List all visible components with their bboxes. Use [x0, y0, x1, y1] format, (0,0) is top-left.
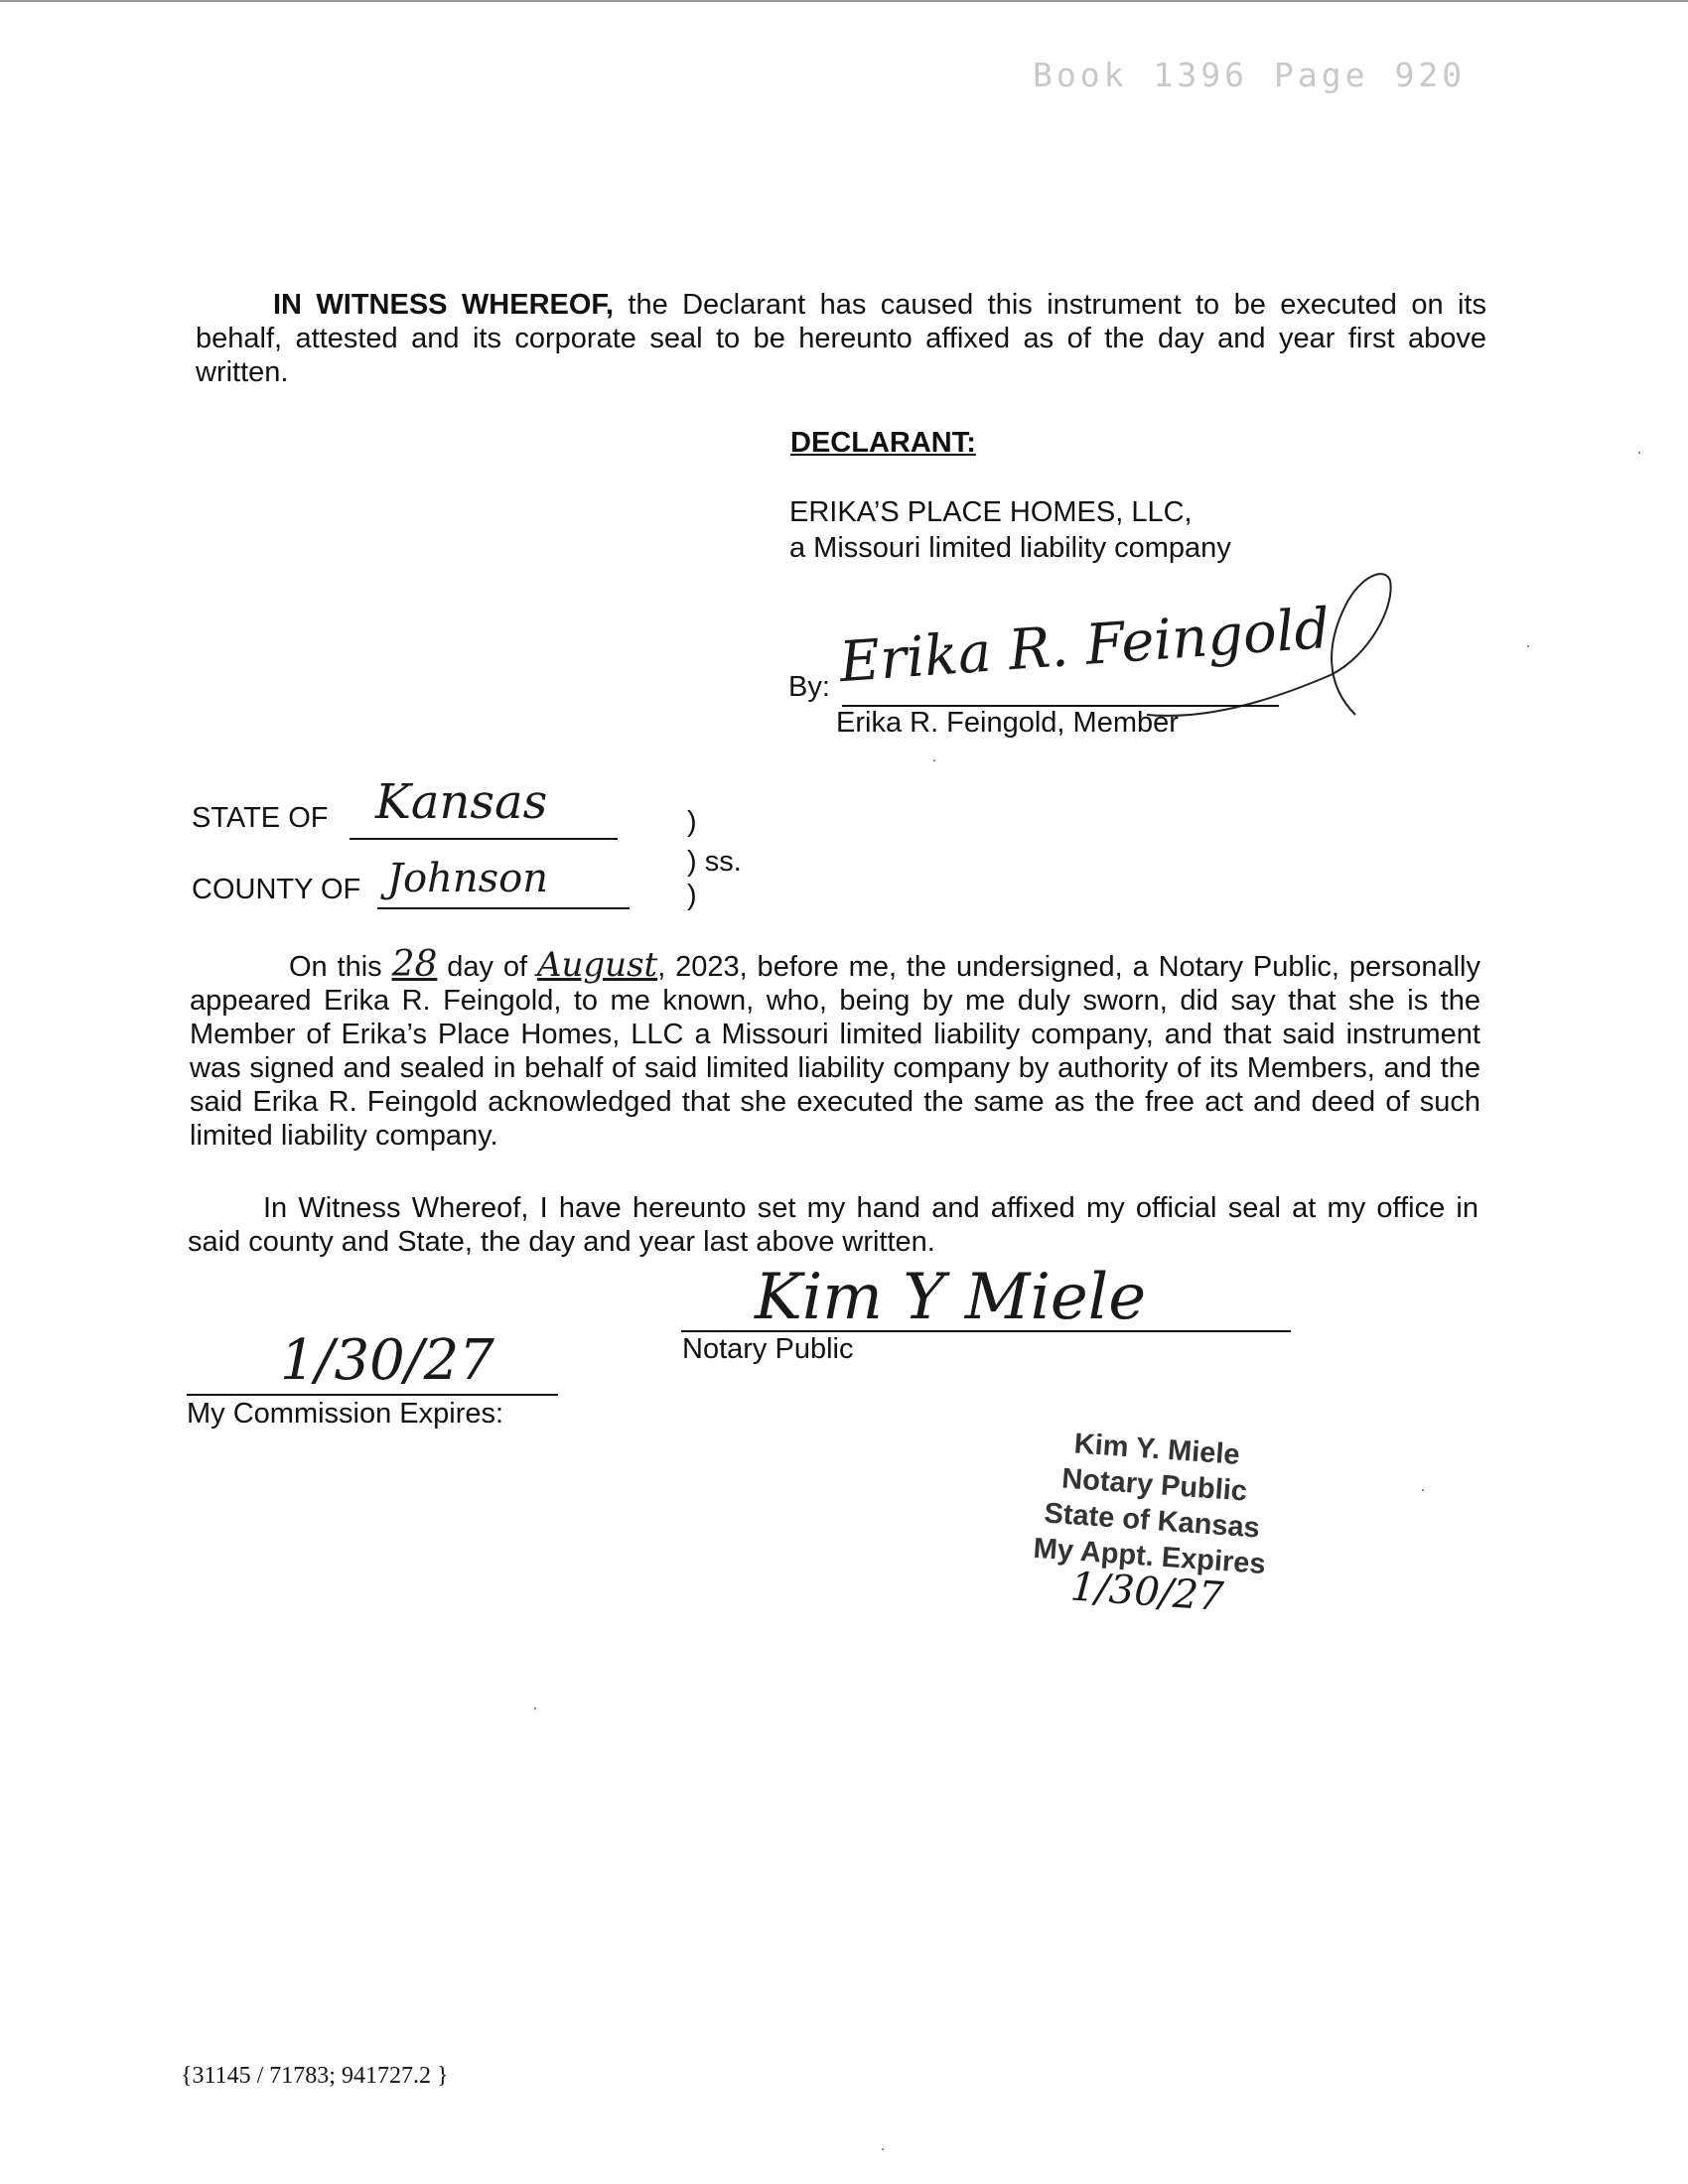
venue-ss: ) ss. — [687, 846, 742, 878]
notary-witness-clause — [188, 1191, 1478, 1259]
company-description: a Missouri limited liability company — [789, 532, 1231, 564]
ack-day-value: 28 — [391, 944, 438, 985]
county-label: COUNTY OF — [192, 874, 361, 905]
scan-speck — [1527, 645, 1529, 647]
witness-clause — [196, 288, 1486, 389]
page-number: 920 — [1394, 56, 1467, 94]
signer-title: Erika R. Feingold, Member — [836, 707, 1179, 739]
book-number: 1396 — [1153, 56, 1248, 94]
by-label: By: — [788, 671, 830, 703]
company-name: ERIKA’S PLACE HOMES, LLC, — [789, 496, 1193, 528]
scan-speck — [534, 1707, 536, 1709]
page-label: Page — [1273, 56, 1369, 94]
declarant-heading: DECLARANT: — [790, 427, 976, 459]
declarant-signature-flourish — [1142, 566, 1410, 735]
scan-speck — [933, 759, 935, 761]
stamp-name: Kim Y. Miele — [1072, 1428, 1241, 1471]
state-line — [350, 838, 618, 840]
notary-public-label: Notary Public — [682, 1333, 854, 1365]
scan-speck — [882, 2148, 884, 2150]
declarant-signature: Erika R. Feingold — [837, 596, 1333, 696]
document-id: {31145 / 71783; 941727.2 } — [181, 2063, 449, 2089]
stamp-title: Notary Public — [1060, 1462, 1249, 1508]
scan-speck — [1638, 452, 1640, 454]
notary-stamp — [997, 1422, 1307, 1624]
ack-month-value: August — [536, 945, 658, 985]
declarant-company — [789, 494, 1231, 566]
stamp-expires-value: 1/30/27 — [1068, 1564, 1225, 1621]
witness-clause-lead: IN WITNESS WHEREOF, — [273, 289, 614, 321]
commission-date: 1/30/27 — [280, 1328, 494, 1393]
commission-label: My Commission Expires: — [187, 1398, 504, 1430]
notary-witness-text: In Witness Whereof, I have hereunto set my hand and affixed my official seal at my office in said county and State, the day and year last above written. — [188, 1192, 1478, 1258]
stamp-expires-label: My Appt. Expires — [1032, 1532, 1267, 1581]
ack-text: , 2023, before me, the undersigned, a Notary Public, personally appeared Erika R. Feingold, to me known, who, being by me duly sworn, did say that she is the Member of Erika’s Place Homes, LLC a Missouri limited liability company, and that said instrument was signed and sealed in behalf of said limited liability company by authority of its Members, and the said Erika R. Feingold acknowledged that she executed the same as the free act and deed of such limited liability company. — [190, 951, 1481, 1152]
acknowledgment-paragraph — [190, 944, 1481, 1153]
notary-signature-line — [681, 1330, 1291, 1332]
book-label: Book — [1033, 56, 1128, 94]
witness-clause-text: the Declarant has caused this instrument to be executed on its behalf, attested and its corporate seal to be hereunto affixed as of the day and year first above written. — [196, 289, 1486, 388]
ack-day-of: day of — [447, 951, 528, 983]
county-line — [377, 907, 630, 909]
stamp-state: State of Kansas — [1043, 1497, 1261, 1545]
ack-on-this: On this — [289, 951, 382, 983]
scan-speck — [1422, 1489, 1424, 1491]
state-value: Kansas — [375, 774, 548, 830]
notary-signature: Kim Y Miele — [755, 1261, 1147, 1334]
book-page-stamp — [1033, 56, 1466, 94]
commission-line — [187, 1394, 558, 1396]
county-value: Johnson — [387, 856, 549, 901]
page-top-rule — [0, 0, 1688, 2]
state-label: STATE OF — [192, 802, 329, 834]
venue-paren-1: ) — [687, 806, 697, 838]
venue-paren-2: ) — [687, 880, 697, 911]
